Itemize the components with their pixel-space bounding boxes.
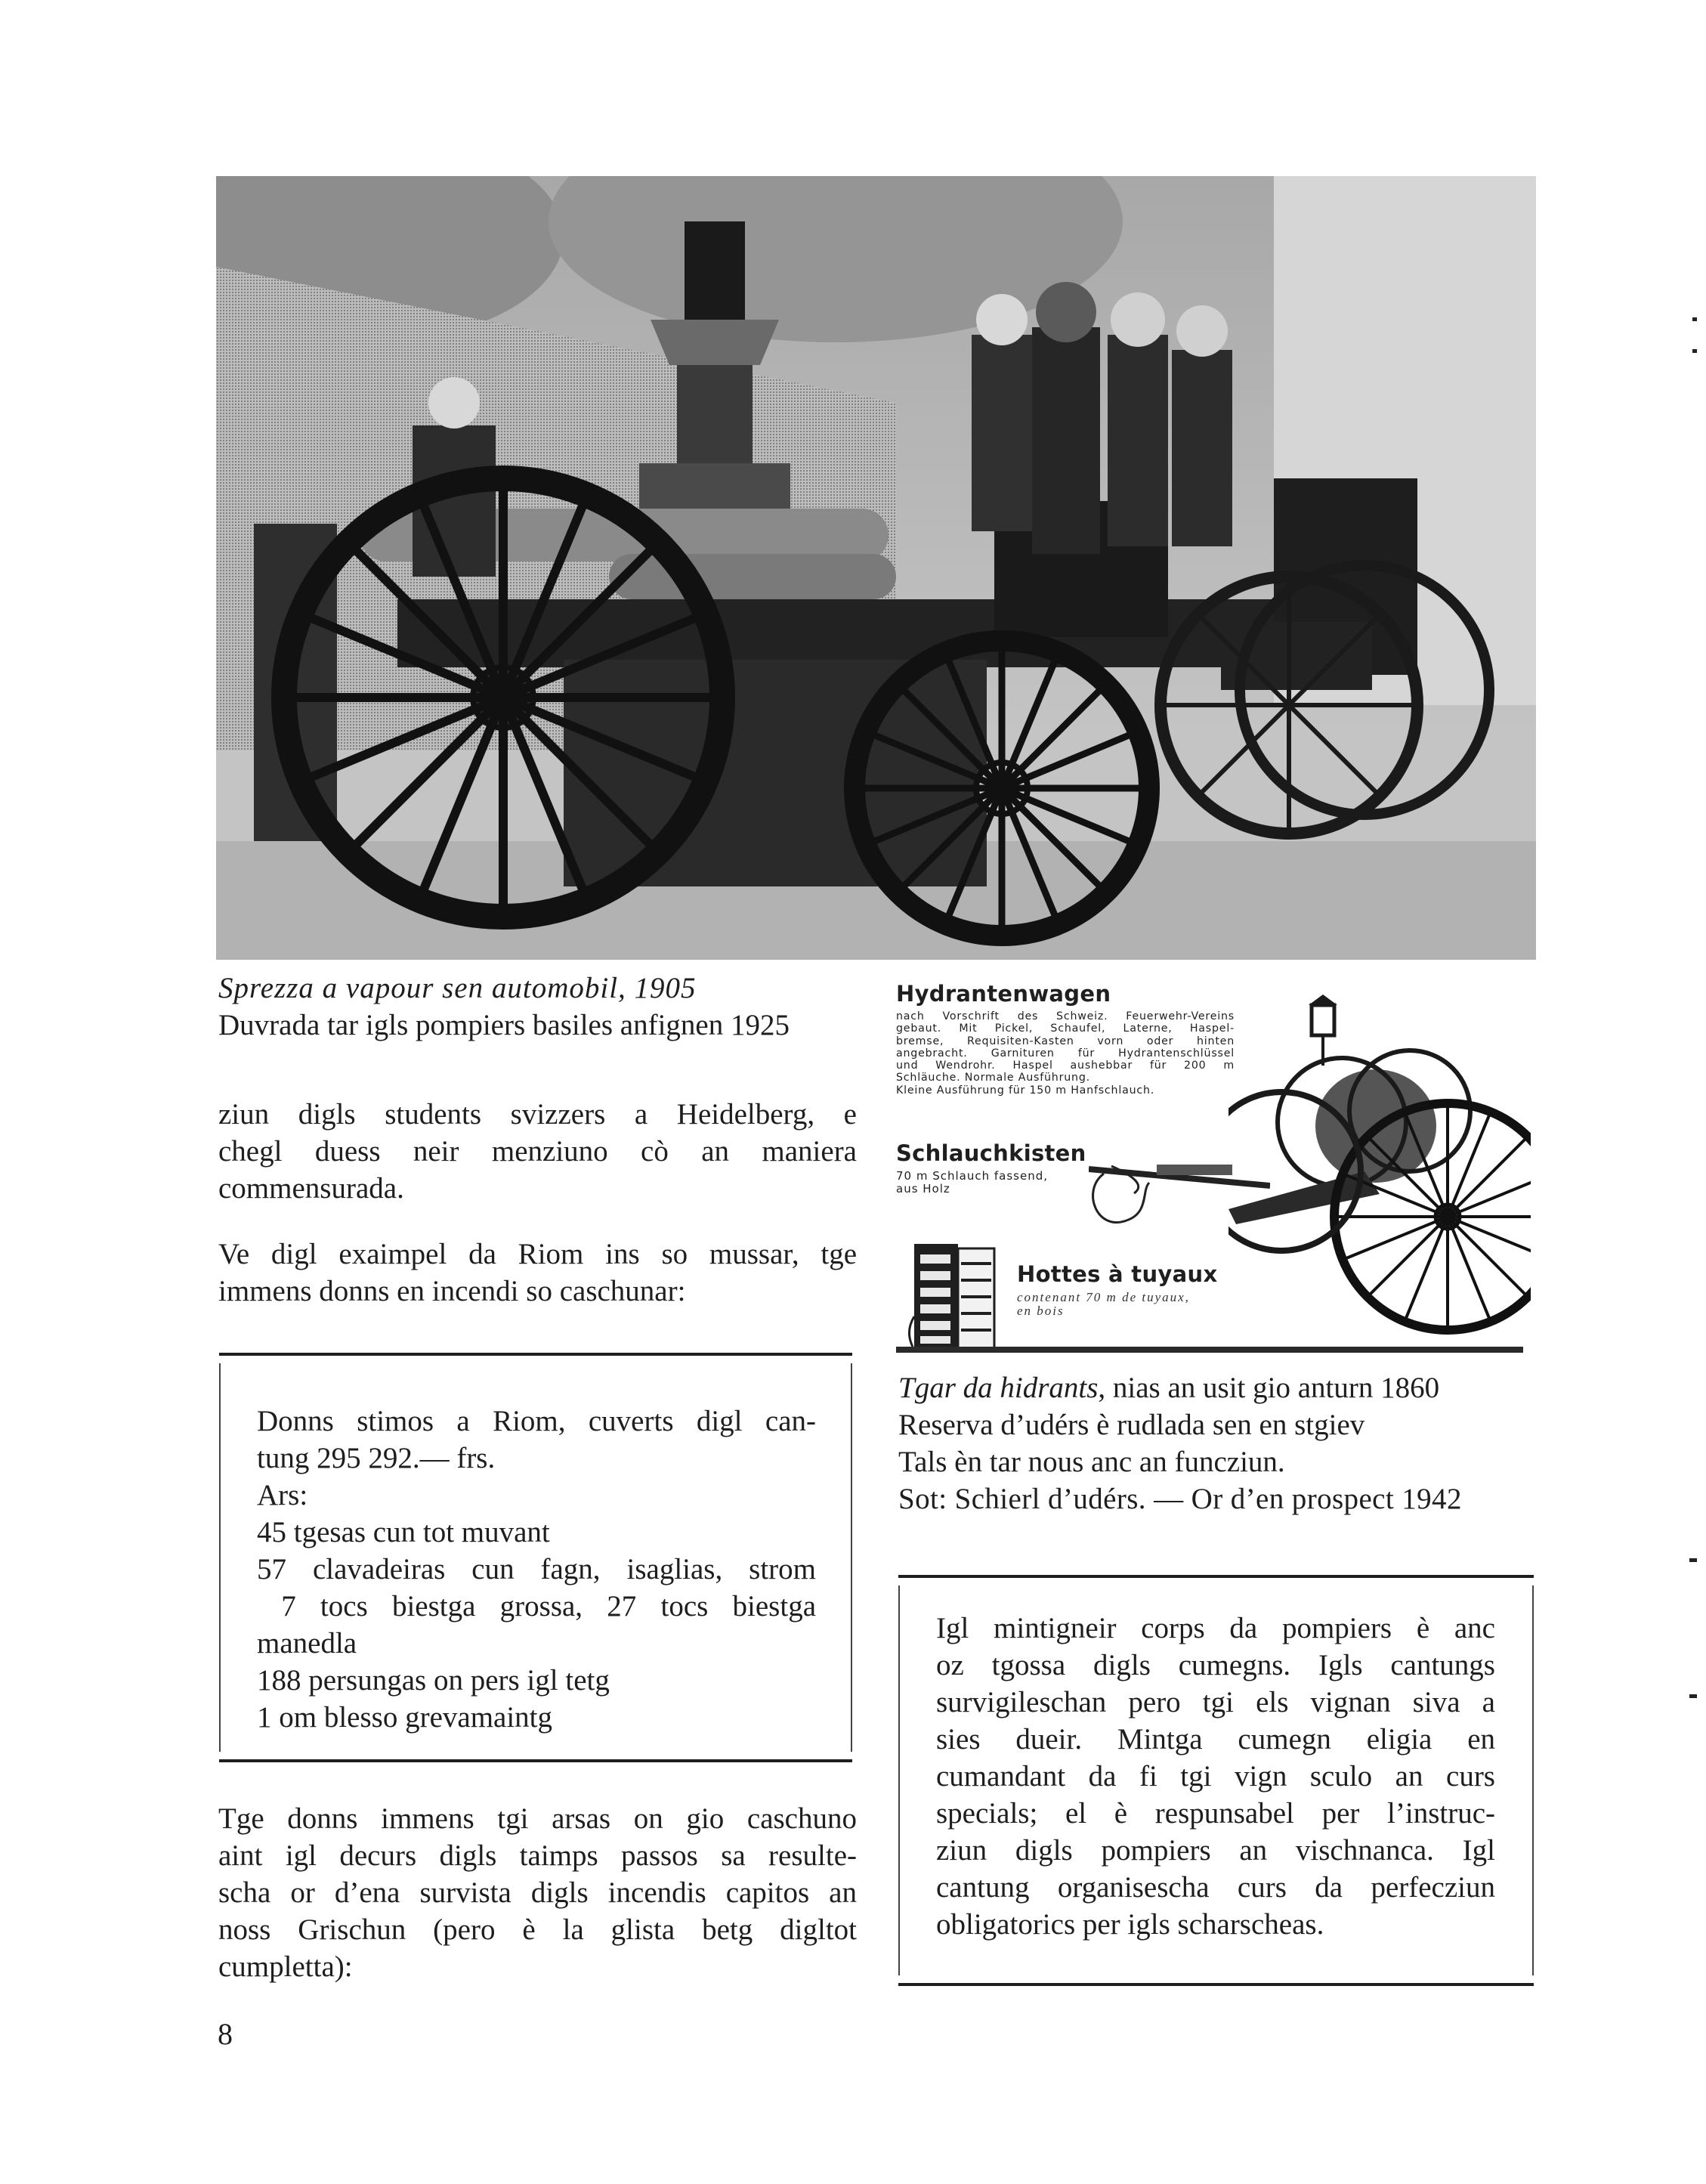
advert-line: nach Vorschrift des Schweiz. Feuerwehr-Vereins <box>896 1010 1235 1022</box>
advert-line: bremse, Requisiten-Kasten vorn oder hinten <box>896 1035 1235 1047</box>
firefighter <box>1108 335 1168 546</box>
damage-line: manedla <box>257 1627 357 1660</box>
text-line: Igl mintigneir corps da pompiers è anc <box>936 1612 1495 1644</box>
advert-heading-hydrantenwagen: Hydrantenwagen <box>896 981 1111 1007</box>
scan-mark <box>1692 349 1697 353</box>
advert-line: contenant 70 m de tuyaux, <box>1017 1290 1190 1304</box>
advert-caption-line: Tals èn tar nous anc an funcziun. <box>898 1446 1285 1478</box>
advert-line: Schläuche. Normale Ausführung. <box>896 1072 1090 1084</box>
fire-engine-photo <box>216 176 1536 960</box>
text-line: survigileschan pero tgi els vignan siva a <box>936 1686 1495 1718</box>
paragraph-fire-survey <box>218 1800 857 1985</box>
text-line: oz tgossa digls cumegns. Igls cantungs <box>936 1649 1495 1681</box>
hydrant-cart-illustration <box>1229 982 1531 1338</box>
advert-caption-line: Sot: Schierl d’udérs. — Or d’en prospect 1942 <box>898 1483 1462 1515</box>
damage-line: 188 persungas on pers igl tetg <box>257 1664 610 1697</box>
advert-line: gebaut. Mit Pickel, Schaufel, Laterne, Haspel- <box>896 1022 1235 1035</box>
damage-line: tung 295 292.— frs. <box>257 1442 496 1474</box>
paragraph-riom-example <box>218 1236 857 1310</box>
lantern <box>1309 995 1337 1066</box>
text-line: aint igl decurs digls taimps passos sa resulte- <box>218 1839 857 1872</box>
box-right-rule <box>851 1363 852 1752</box>
firefighter <box>1032 327 1100 554</box>
text-line: ziun digls students svizzers a Heidelberg, e <box>218 1098 857 1131</box>
firefighter <box>1172 350 1232 546</box>
damage-line: Ars: <box>257 1479 308 1511</box>
damage-line: 1 om blesso grevamaintg <box>257 1701 553 1734</box>
damage-line: Donns stimos a Riom, cuverts digl can- <box>257 1405 816 1437</box>
damage-line: 45 tgesas cun tot muvant <box>257 1516 550 1548</box>
advert-line: und Wendrohr. Haspel aushebbar für 200 m <box>896 1060 1235 1072</box>
text-line: cumpletta): <box>218 1950 353 1983</box>
damage-line: 7 tocs biestga grossa, 27 tocs biestga <box>257 1590 816 1623</box>
text-line: ziun digls pompiers an vischnanca. Igl <box>936 1834 1495 1867</box>
paragraph-heidelberg <box>218 1096 857 1207</box>
advert-caption-title: Tgar da hidrants <box>898 1372 1099 1404</box>
text-line: chegl duess neir menziuno cò an maniera <box>218 1135 857 1168</box>
text-line: Ve digl exaimpel da Riom ins so mussar, tge <box>218 1238 857 1270</box>
chimney <box>685 221 745 320</box>
photo-caption <box>218 970 868 1044</box>
box-left-rule <box>898 1585 900 1975</box>
damage-line: 57 clavadeiras cun fagn, isaglias, strom <box>257 1553 816 1585</box>
text-line: Tge donns immens tgi arsas on gio caschuno <box>218 1802 857 1835</box>
scan-mark <box>1692 317 1697 321</box>
advert-bottom-rule <box>896 1347 1523 1353</box>
firefighter <box>972 335 1032 531</box>
text-line: sies dueir. Mintga cumegn eligia en <box>936 1723 1495 1756</box>
advert-text-hottes <box>1017 1291 1221 1318</box>
advert-text-hydrantenwagen <box>896 1010 1235 1097</box>
advert-line: angebracht. Garnituren für Hydrantenschlüssel <box>896 1047 1235 1060</box>
page-number: 8 <box>218 2017 233 2051</box>
text-line: noss Grischun (pero è la glista betg digltot <box>218 1913 857 1946</box>
box-left-rule <box>219 1363 221 1752</box>
photo-caption-title: Sprezza a vapour sen automobil, 1905 <box>218 972 697 1004</box>
advert-text-schlauchkisten <box>896 1170 1085 1196</box>
rear-wheel <box>284 478 722 917</box>
photo-caption-subtitle: Duvrada tar igls pompiers basiles anfignen 1925 <box>218 1009 790 1041</box>
text-line: commensurada. <box>218 1172 404 1205</box>
advert-line: aus Holz <box>896 1182 950 1196</box>
text-line: cantung organisescha curs da perfecziun <box>936 1871 1495 1904</box>
riom-damage-box <box>219 1353 852 1762</box>
advert-caption-line: Reserva d’udérs è rudlada sen en stgiev <box>898 1409 1365 1441</box>
advert-caption <box>898 1369 1541 1517</box>
text-line: immens donns en incendi so caschunar: <box>218 1275 686 1307</box>
steam-fire-engine-image <box>216 176 1536 960</box>
box-right-rule <box>1532 1585 1534 1975</box>
fire-corps-box <box>898 1575 1534 1986</box>
advert-heading-schlauchkisten: Schlauchkisten <box>896 1140 1086 1166</box>
text-line: cumandant da fi tgi vign sculo an curs <box>936 1760 1495 1793</box>
text-line: specials; el è respunsabel per l’instruc- <box>936 1797 1495 1830</box>
advert-caption-title-rest: , nias an usit gio anturn 1860 <box>1098 1372 1440 1404</box>
advert-caption-title-line <box>898 1369 1541 1406</box>
hydrant-cart-advert <box>896 975 1538 1353</box>
text-line: obligatorics per igls scharscheas. <box>936 1908 1324 1941</box>
advert-line: 70 m Schlauch fassend, <box>896 1169 1049 1183</box>
advert-line: Kleine Ausführung für 150 m Hanfschlauch. <box>896 1084 1155 1097</box>
scan-mark <box>1689 1694 1697 1698</box>
hose-box-illustration <box>907 1241 1005 1354</box>
text-line: scha or d’ena survista digls incendis capitos an <box>218 1876 857 1909</box>
advert-line: en bois <box>1017 1304 1065 1318</box>
front-wheel <box>855 641 1149 936</box>
scan-mark <box>1689 1558 1697 1562</box>
advert-heading-hottes: Hottes à tuyaux <box>1017 1261 1218 1287</box>
